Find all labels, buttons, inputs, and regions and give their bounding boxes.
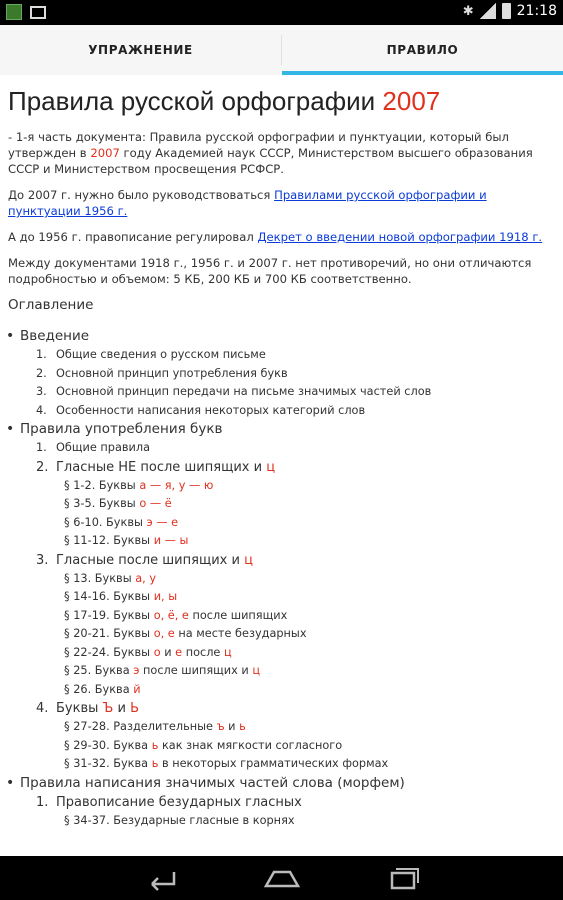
home-button[interactable] — [262, 864, 302, 892]
table-of-contents — [8, 327, 555, 830]
link-decree-1918[interactable]: Декрет о введении новой орфографии 1918 г. — [257, 230, 543, 244]
signal-icon — [480, 3, 496, 19]
back-icon — [142, 864, 182, 892]
toc-item[interactable]: 2. Основной принцип употребления букв — [36, 366, 288, 380]
intro-paragraph: - 1-я часть документа: Правила русской орфографии и пунктуации, который был утвержден в 2007 году Академией наук СССР, Министерством высшего образования СССР и Министерством просвещения РСФСР. — [8, 130, 533, 176]
toc-subitem[interactable]: § 34-37. Безударные гласные в корнях — [64, 813, 295, 827]
paragraph-comparison: Между документами 1918 г., 1956 г. и 2007 г. нет противоречий, но они отличаются подробностью и объемом: 5 КБ, 200 КБ и 700 КБ соответственно. — [8, 256, 532, 286]
toc-item[interactable]: 3. Основной принцип передачи на письме значимых частей слов — [36, 385, 432, 398]
recent-apps-button[interactable] — [382, 864, 422, 892]
tab-rule[interactable]: ПРАВИЛО — [282, 25, 563, 75]
toc-subitem[interactable]: § 29-30. Буква ь как знак мягкости согласного — [64, 738, 343, 752]
toc-subitem[interactable]: § 1-2. Буквы а — я, у — ю — [64, 478, 214, 492]
toc-section-letters[interactable]: • Правила употребления букв — [8, 420, 555, 439]
toc-subitem[interactable]: § 13. Буквы а, у — [64, 571, 157, 585]
toc-subitem[interactable]: § 25. Буква э после шипящих и ц — [64, 664, 261, 677]
home-icon — [262, 864, 302, 892]
toc-subitem[interactable]: § 22-24. Буквы о и е после ц — [64, 645, 232, 659]
rule-content[interactable] — [0, 76, 563, 856]
battery-icon — [502, 3, 511, 19]
toc-item[interactable]: 4. Особенности написания некоторых категорий слов — [36, 403, 366, 417]
toc-item[interactable]: 4. Буквы Ъ и Ь — [36, 701, 140, 716]
image-notification-icon — [30, 6, 46, 19]
toc-item[interactable]: 2. Гласные НЕ после шипящих и ц — [36, 459, 276, 475]
app-notification-icon — [6, 4, 22, 20]
toc-item[interactable]: 1. Общие правила — [36, 441, 151, 454]
recent-apps-icon — [382, 864, 422, 892]
navigation-bar — [0, 856, 563, 900]
toc-subitem[interactable]: § 3-5. Буквы о — ё — [64, 497, 172, 510]
toc-subitem[interactable]: § 31-32. Буква ь в некоторых грамматических формах — [64, 757, 389, 770]
toc-item[interactable]: 1. Правописание безударных гласных — [36, 794, 302, 810]
toc-section-morphemes[interactable]: • Правила написания значимых частей слова (морфем) — [8, 774, 555, 793]
toc-subitem[interactable]: § 26. Буква й — [64, 682, 141, 696]
toc-subitem[interactable]: § 6-10. Буквы э — е — [64, 515, 179, 529]
toc-subitem[interactable]: § 17-19. Буквы о, ё, е после шипящих — [64, 608, 288, 622]
status-bar — [0, 0, 563, 25]
bluetooth-icon: ✱ — [462, 3, 474, 19]
tab-exercise[interactable]: УПРАЖНЕНИЕ — [88, 43, 193, 57]
page-title: Правила русской орфографии 2007 — [8, 86, 441, 116]
link-rules-1956[interactable]: Правилами русской орфографии и пунктуации 1956 г. — [8, 188, 487, 218]
toc-subitem[interactable]: § 27-28. Разделительные ъ и ь — [64, 720, 246, 733]
clock: 21:18 — [516, 3, 557, 19]
paragraph-1956: До 2007 г. нужно было руководствоваться Правилами русской орфографии и пунктуации 1956 г. — [8, 188, 487, 218]
toc-item[interactable]: 1. Общие сведения о русском письме — [36, 348, 266, 361]
toc-subitem[interactable]: § 14-16. Буквы и, ы — [64, 590, 178, 603]
toc-subitem[interactable]: § 11-12. Буквы и — ы — [64, 534, 189, 547]
toc-title: Оглавление — [8, 297, 94, 313]
paragraph-1918: А до 1956 г. правописание регулировал Декрет о введении новой орфографии 1918 г. — [8, 230, 543, 244]
back-button[interactable] — [142, 864, 182, 892]
tab-bar — [0, 25, 563, 75]
toc-subitem[interactable]: § 20-21. Буквы о, е на месте безударных — [64, 627, 307, 640]
toc-item[interactable]: 3. Гласные после шипящих и ц — [36, 552, 253, 568]
toc-section-introduction[interactable]: • Введение — [8, 327, 555, 346]
